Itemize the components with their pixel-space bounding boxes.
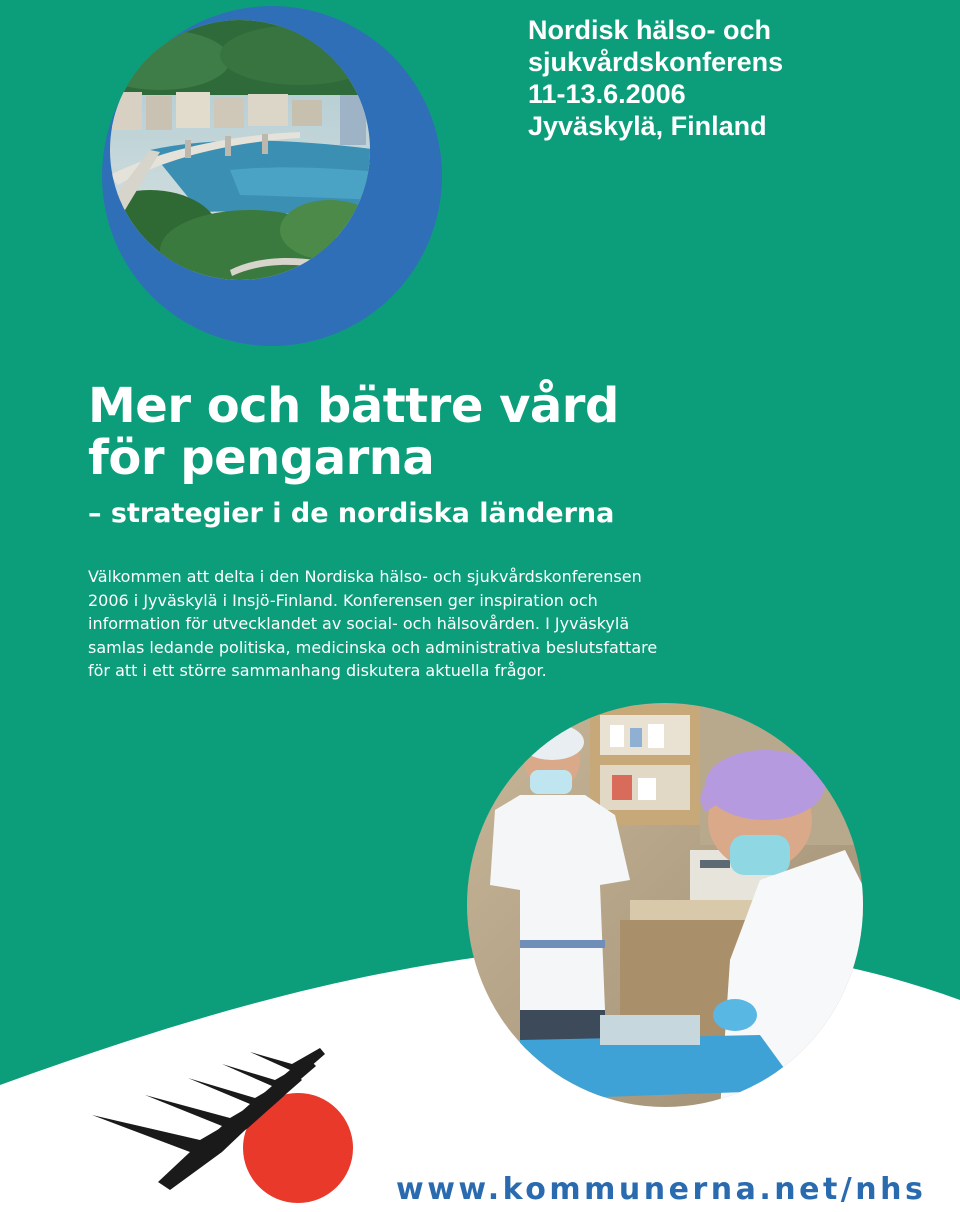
event-dates: 11-13.6.2006	[528, 79, 686, 109]
city-photo-circle	[80, 6, 442, 346]
headline-line-1: Mer och bättre vård	[88, 378, 619, 434]
intro-line: samlas ledande politiska, medicinska och administrativa beslutsfattare	[88, 637, 658, 657]
intro-line: för att i ett större sammanhang diskutera aktuella frågor.	[88, 661, 547, 680]
event-name-line-1: Nordisk hälso- och	[528, 15, 772, 45]
website-link[interactable]: www.kommunerna.net/nhs	[396, 1172, 927, 1207]
event-name-line-2: sjukvårdskonferens	[528, 47, 784, 77]
event-info	[528, 14, 948, 142]
intro-line: information för utvecklandet av social- och hälsovården. I Jyväskylä	[88, 614, 630, 633]
intro-paragraph	[88, 565, 748, 683]
intro-line: Välkommen att delta i den Nordiska hälso- och sjukvårdskonferensen	[88, 567, 642, 586]
subtitle: – strategier i de nordiska länderna	[88, 498, 615, 529]
headline	[88, 380, 619, 484]
intro-line: 2006 i Jyväskylä i Insjö-Finland. Konferensen ger inspiration och	[88, 590, 598, 610]
headline-line-2: för pengarna	[88, 430, 435, 486]
event-location: Jyväskylä, Finland	[528, 111, 767, 141]
